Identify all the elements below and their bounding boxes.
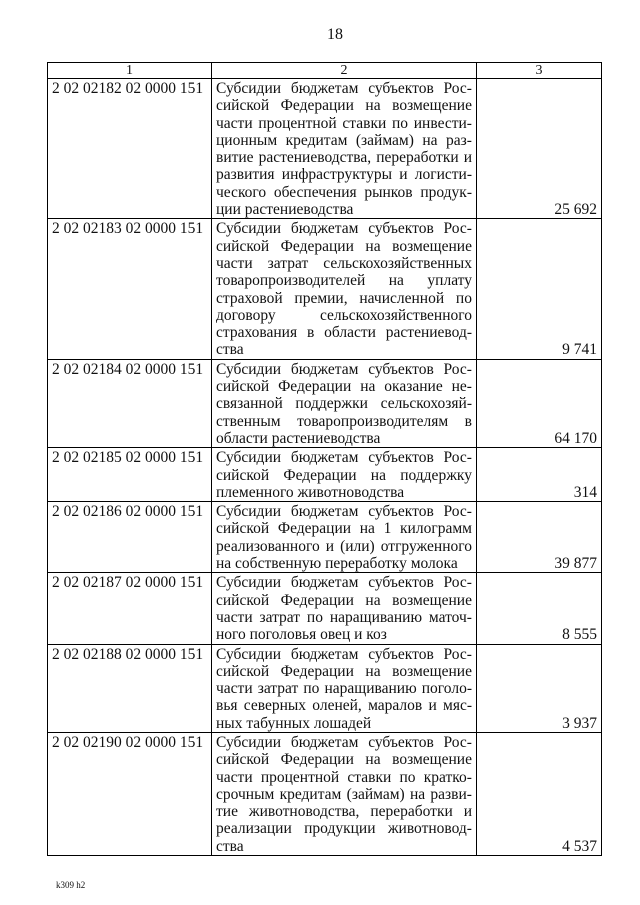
description-line — [216, 80, 472, 97]
description-line — [216, 467, 472, 484]
description-word: затрат — [267, 254, 309, 272]
amount-value: 9 741 — [477, 219, 602, 359]
table-row — [48, 359, 602, 447]
description-word: по — [303, 680, 320, 698]
description-word: наращиванию — [329, 608, 423, 626]
description-word: продукции — [304, 820, 376, 838]
description-word: Рос- — [443, 503, 472, 521]
amount-value: 3 937 — [477, 644, 602, 732]
description-line — [216, 820, 472, 837]
description-word: начисленной — [359, 289, 445, 307]
description-word: растениеводства, — [258, 149, 372, 167]
description-word: инвести- — [413, 114, 472, 132]
description-line — [216, 646, 472, 663]
income-description — [212, 448, 477, 502]
description-word: Субсидии — [216, 645, 282, 663]
description-word: бюджетам — [290, 733, 359, 751]
description-word: сийской — [216, 662, 270, 680]
description-word: сийской — [216, 591, 270, 609]
table-row — [48, 732, 602, 855]
description-word: Рос- — [443, 574, 472, 592]
description-word: и — [428, 697, 437, 715]
description-line — [216, 449, 472, 466]
description-line: ных табунных лошадей — [216, 714, 372, 732]
budget-code: 2 02 02184 02 0000 151 — [48, 359, 212, 447]
description-word: витие — [216, 149, 254, 167]
description-word: по — [392, 114, 409, 132]
description-word: страхования — [216, 324, 298, 342]
description-line: ного поголовья овец и коз — [216, 626, 387, 644]
description-word: сельскохозяй- — [380, 395, 472, 413]
budget-code: 2 02 02185 02 0000 151 — [48, 448, 212, 502]
description-word: ческого — [216, 183, 267, 201]
description-word: переработки — [370, 803, 453, 821]
description-word: на — [365, 591, 381, 609]
description-word: на — [388, 272, 404, 290]
description-word: Федерации — [280, 97, 354, 115]
description-word: поддержку — [400, 466, 472, 484]
table-row — [48, 79, 602, 219]
description-word: сельскохозяйственного — [319, 306, 472, 324]
description-word: Федерации — [280, 591, 354, 609]
amount-value: 39 877 — [477, 502, 602, 573]
description-line — [216, 149, 472, 166]
description-word: на — [360, 378, 376, 396]
table-header — [48, 63, 602, 79]
description-word: Субсидии — [216, 360, 282, 378]
description-word: части — [216, 254, 253, 272]
budget-code: 2 02 02182 02 0000 151 — [48, 79, 212, 219]
description-word: разви- — [430, 785, 472, 803]
description-word: Рос- — [443, 449, 472, 467]
description-line — [216, 115, 472, 132]
description-word: сельскохозяйственных — [323, 254, 472, 272]
income-description — [212, 359, 477, 447]
description-line — [216, 520, 472, 537]
description-word: по — [455, 289, 472, 307]
description-line — [216, 166, 472, 183]
description-word: Федерации — [280, 751, 354, 769]
description-word: бюджетам — [290, 645, 359, 663]
description-word: (или) — [340, 537, 375, 555]
description-word: поголо- — [421, 680, 472, 698]
description-word: возмещение — [392, 751, 472, 769]
description-word: оленей, — [312, 697, 362, 715]
description-word: реализации — [216, 820, 292, 838]
description-word: отгруженного — [380, 537, 472, 555]
description-word: ционным — [216, 131, 278, 149]
description-word: бюджетам — [290, 80, 359, 97]
table-row — [48, 644, 602, 732]
description-line — [216, 272, 472, 289]
description-line — [216, 803, 472, 820]
description-word: Субсидии — [216, 80, 282, 97]
description-word: поддержки — [295, 395, 368, 413]
description-line — [216, 184, 472, 201]
budget-table — [47, 62, 602, 856]
description-word: (займам) — [355, 131, 414, 149]
description-word: 1 — [383, 520, 392, 538]
description-line — [216, 592, 472, 609]
description-word: на — [370, 466, 386, 484]
table-row — [48, 219, 602, 359]
description-line — [216, 680, 472, 697]
description-word: кредитам — [285, 131, 348, 149]
description-word: на — [359, 520, 375, 538]
column-header-amount: 3 — [477, 63, 602, 79]
description-word: тие — [216, 803, 238, 821]
description-line — [216, 361, 472, 378]
budget-code: 2 02 02186 02 0000 151 — [48, 502, 212, 573]
description-word: затрат — [259, 608, 301, 626]
table-row — [48, 448, 602, 502]
description-word: Субсидии — [216, 449, 282, 467]
description-word: субъектов — [368, 360, 434, 378]
description-line: области растениеводства — [216, 429, 381, 447]
description-word: возмещение — [392, 591, 472, 609]
description-word: субъектов — [368, 733, 434, 751]
description-word: животноводства, — [248, 803, 360, 821]
income-description — [212, 219, 477, 359]
description-word: части — [216, 114, 253, 132]
description-line — [216, 538, 472, 555]
income-description — [212, 644, 477, 732]
table-body — [48, 79, 602, 856]
description-word: ставки — [347, 768, 392, 786]
description-word: на — [422, 131, 438, 149]
description-word: договору — [216, 306, 276, 324]
description-word: в — [306, 324, 315, 342]
description-line — [216, 395, 472, 412]
budget-code: 2 02 02188 02 0000 151 — [48, 644, 212, 732]
description-word: части — [216, 608, 253, 626]
budget-code: 2 02 02190 02 0000 151 — [48, 732, 212, 855]
description-word: товаропроизводителей — [216, 272, 366, 290]
amount-value: 314 — [477, 448, 602, 502]
description-word: мяс- — [443, 697, 472, 715]
description-word: товаропроизводителям — [297, 412, 449, 430]
description-line — [216, 574, 472, 591]
description-line: ции растениеводства — [216, 201, 354, 219]
description-word: сийской — [216, 751, 270, 769]
description-line — [216, 132, 472, 149]
description-line — [216, 307, 472, 324]
description-word: Федерации — [283, 466, 357, 484]
budget-code: 2 02 02187 02 0000 151 — [48, 573, 212, 644]
description-word: процентной — [258, 114, 337, 132]
description-word: бюджетам — [290, 360, 359, 378]
description-word: маточ- — [428, 608, 472, 626]
description-line — [216, 769, 472, 786]
description-word: бюджетам — [290, 220, 359, 238]
column-header-description: 2 — [212, 63, 477, 79]
description-word: развития — [216, 166, 275, 184]
description-word: части — [216, 768, 253, 786]
description-word: и — [399, 166, 408, 184]
description-word: и — [463, 149, 472, 167]
description-word: инфраструктуры — [281, 166, 393, 184]
amount-value: 4 537 — [477, 732, 602, 855]
description-word: субъектов — [368, 80, 434, 97]
income-description — [212, 79, 477, 219]
description-word: сийской — [216, 520, 270, 538]
description-line — [216, 378, 472, 395]
description-word: бюджетам — [290, 503, 359, 521]
page-number: 18 — [327, 26, 343, 43]
description-word: северных — [243, 697, 307, 715]
description-line — [216, 97, 472, 114]
description-word: продук- — [420, 183, 472, 201]
description-word: Федерации — [280, 237, 354, 255]
description-word: области — [324, 324, 376, 342]
description-line: ства — [216, 837, 244, 855]
description-word: Рос- — [443, 220, 472, 238]
description-word: ственным — [216, 412, 281, 430]
description-word: и — [325, 537, 335, 555]
description-line — [216, 238, 472, 255]
description-word: ставки — [342, 114, 387, 132]
description-line: на собственную переработку молока — [216, 555, 458, 573]
description-word: Субсидии — [216, 574, 282, 592]
description-word: сийской — [216, 466, 270, 484]
column-header-code: 1 — [48, 63, 212, 79]
description-word: срочным — [216, 785, 275, 803]
description-word: связанной — [216, 395, 283, 413]
description-line — [216, 290, 472, 307]
description-word: вья — [216, 697, 238, 715]
description-line — [216, 697, 472, 714]
description-word: сийской — [216, 97, 270, 115]
description-word: на — [365, 751, 381, 769]
description-line — [216, 255, 472, 272]
amount-value: 8 555 — [477, 573, 602, 644]
description-line — [216, 220, 472, 237]
description-word: маралов — [368, 697, 423, 715]
table-row — [48, 502, 602, 573]
description-line — [216, 734, 472, 751]
description-line — [216, 503, 472, 520]
description-word: процентной — [260, 768, 340, 786]
description-word: возмещение — [392, 237, 472, 255]
description-line — [216, 786, 472, 803]
description-word: возмещение — [392, 662, 472, 680]
description-word: животновод- — [387, 820, 472, 838]
description-word: обеспечения — [273, 183, 357, 201]
description-word: бюджетам — [290, 449, 359, 467]
description-word: премии, — [294, 289, 348, 307]
description-line — [216, 663, 472, 680]
description-word: переработки — [376, 149, 459, 167]
income-description — [212, 502, 477, 573]
description-word: не- — [451, 378, 472, 396]
description-word: на — [365, 97, 381, 115]
description-word: Рос- — [443, 645, 472, 663]
description-line — [216, 413, 472, 430]
description-word: по — [306, 608, 323, 626]
description-word: субъектов — [368, 645, 434, 663]
description-word: и — [463, 803, 472, 821]
description-word: возмещение — [392, 97, 472, 115]
description-word: реализованного — [216, 537, 320, 555]
description-word: по — [399, 768, 416, 786]
description-word: Федерации — [278, 378, 352, 396]
description-line — [216, 609, 472, 626]
description-word: наращиванию — [324, 680, 417, 698]
description-word: раз- — [446, 131, 472, 149]
description-word: сийской — [216, 378, 270, 396]
description-word: на — [365, 237, 381, 255]
description-word: субъектов — [368, 503, 434, 521]
description-word: в — [464, 412, 472, 430]
description-word: на — [409, 785, 426, 803]
description-word: Федерации — [277, 520, 352, 538]
description-word: кредитам — [279, 785, 342, 803]
description-word: уплату — [427, 272, 472, 290]
description-word: (займам) — [346, 785, 405, 803]
description-word: растениевод- — [385, 324, 472, 342]
description-line — [216, 324, 472, 341]
description-word: Федерации — [280, 662, 354, 680]
footer-document-code: k309 h2 — [56, 880, 86, 890]
description-line: племенного животноводства — [216, 483, 405, 501]
description-word: Рос- — [443, 733, 472, 751]
description-word: оказание — [384, 378, 443, 396]
description-word: страховой — [216, 289, 283, 307]
description-line: ства — [216, 341, 244, 359]
income-description — [212, 573, 477, 644]
description-word: Рос- — [443, 80, 472, 97]
description-word: бюджетам — [290, 574, 359, 592]
budget-code: 2 02 02183 02 0000 151 — [48, 219, 212, 359]
description-word: килограмм — [400, 520, 472, 538]
description-word: части — [216, 680, 253, 698]
description-word: кратко- — [423, 768, 472, 786]
description-word: логисти- — [414, 166, 472, 184]
description-word: Рос- — [443, 360, 472, 378]
income-description — [212, 732, 477, 855]
description-word: Субсидии — [216, 733, 282, 751]
table-row — [48, 573, 602, 644]
description-word: субъектов — [368, 449, 434, 467]
description-word: сийской — [216, 237, 270, 255]
description-word: затрат — [257, 680, 299, 698]
description-word: субъектов — [368, 220, 434, 238]
description-word: субъектов — [368, 574, 434, 592]
description-line — [216, 751, 472, 768]
amount-value: 25 692 — [477, 79, 602, 219]
description-word: рынков — [364, 183, 413, 201]
amount-value: 64 170 — [477, 359, 602, 447]
description-word: Субсидии — [216, 503, 282, 521]
description-word: Субсидии — [216, 220, 282, 238]
description-word: на — [365, 662, 381, 680]
header-row — [48, 63, 602, 79]
